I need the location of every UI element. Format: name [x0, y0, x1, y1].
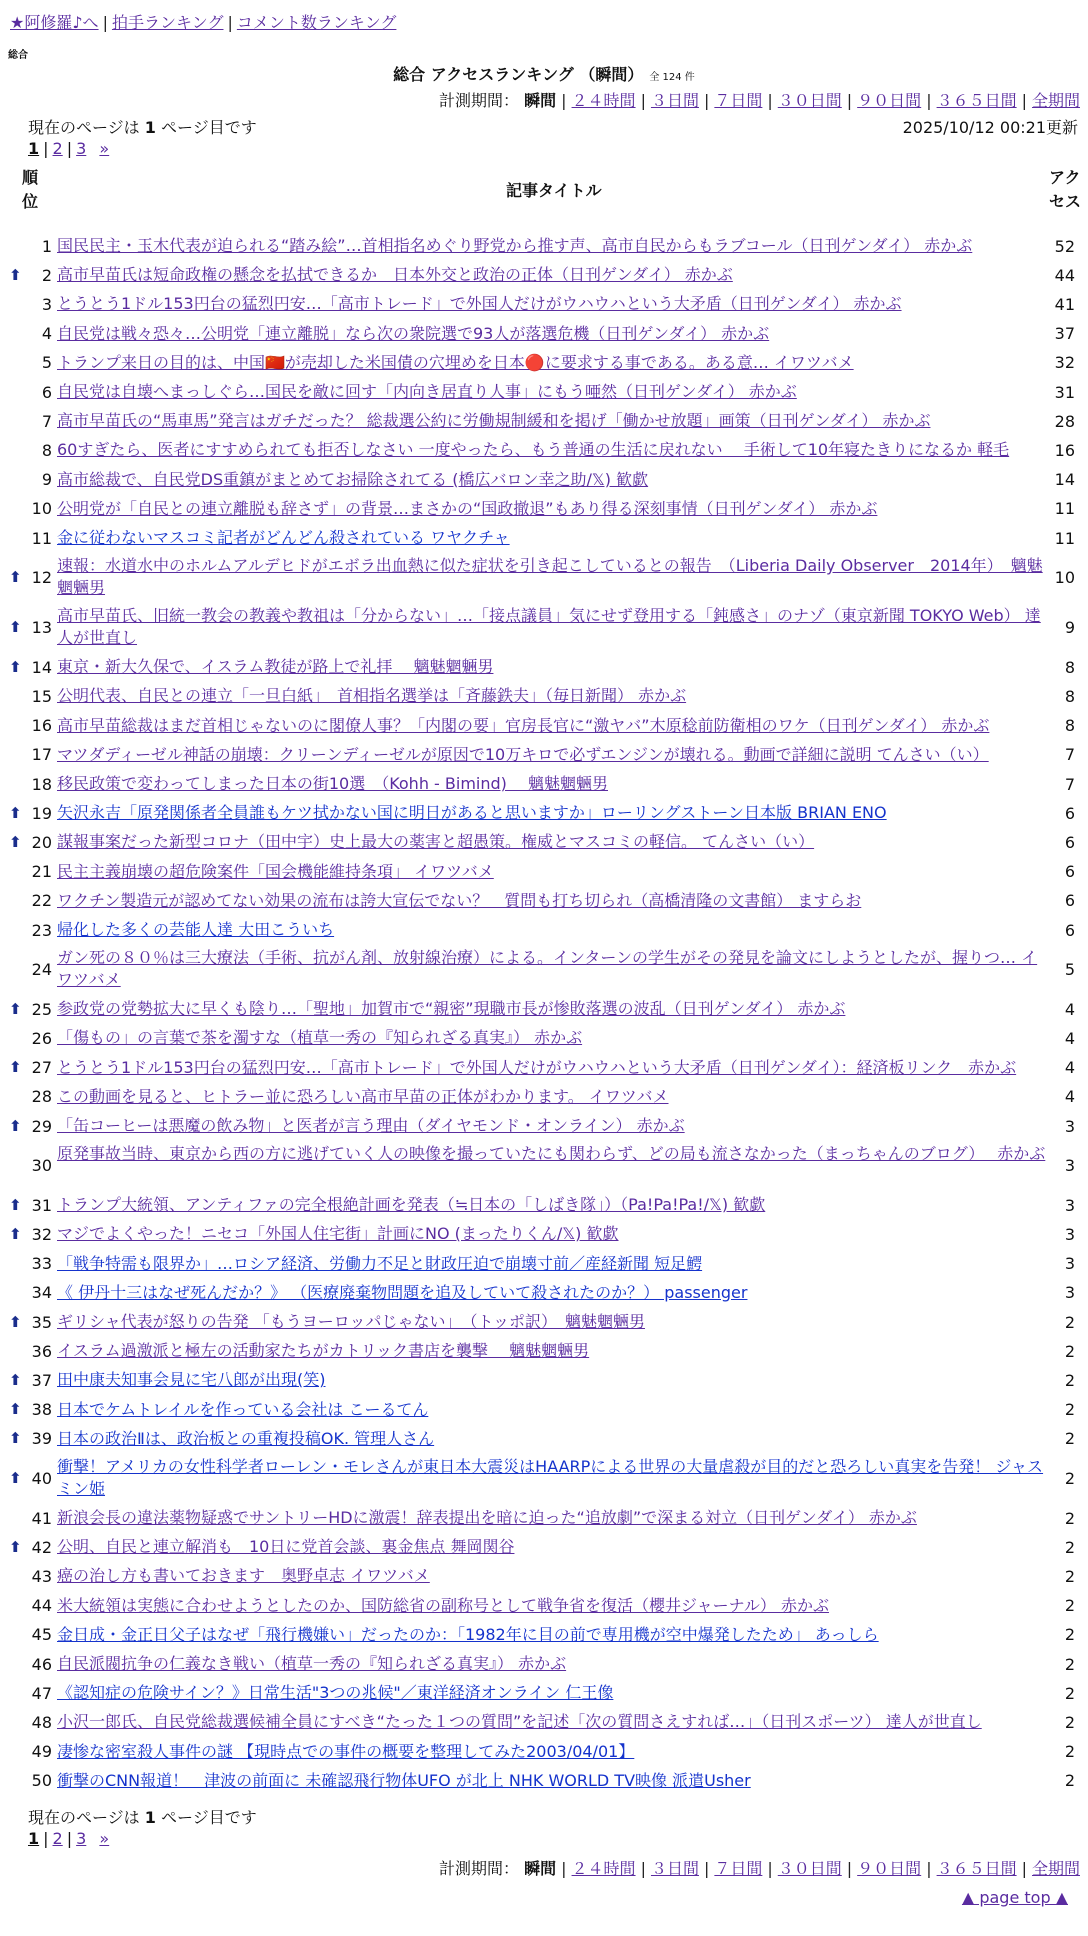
rank-number: 50: [31, 1771, 52, 1791]
ranking-row: [0, 232, 1088, 261]
header-title: 記事タイトル: [506, 181, 602, 200]
ranking-row: [0, 995, 1088, 1024]
access-count: 6: [1064, 803, 1075, 823]
ranking-row: [0, 1220, 1088, 1249]
access-count: 3: [1064, 1283, 1075, 1303]
rank-number: 23: [31, 920, 52, 940]
rank-up-arrow-icon: ⬆: [9, 1370, 22, 1389]
pager-next[interactable]: »: [99, 139, 110, 158]
article-title-link[interactable]: この動画を見ると、ヒトラー並に恐ろしい高市早苗の正体がわかります。 イワツバメ: [57, 1086, 669, 1106]
access-count: 2: [1064, 1400, 1075, 1420]
rank-up-arrow-icon: ⬆: [9, 1312, 22, 1331]
header-rank-line2: 位: [22, 192, 39, 211]
ranking-row: [0, 1112, 1088, 1141]
pager-top: 1 | 2 | 3 »: [28, 139, 110, 158]
article-title-link[interactable]: 矢沢永吉「原発関係者全員誰もケツ拭かない国に明日があると思いますか」ローリングストーン日本版 BRIAN ENO: [57, 803, 887, 823]
ranking-row: [0, 1767, 1088, 1796]
current-page-prefix: 現在のページは: [28, 1808, 140, 1827]
ranking-row: [0, 1592, 1088, 1621]
rank-number: 1: [41, 236, 52, 256]
ranking-row: [0, 495, 1088, 524]
article-title-link[interactable]: 高市総裁で、自民党DS重鎮がまとめてお掃除されてる (橋広バロン幸之助/𝕏) 歓歔: [57, 469, 649, 489]
rank-number: 15: [31, 686, 52, 706]
access-count: 3: [1064, 1195, 1075, 1215]
rank-number: 22: [31, 891, 52, 911]
ranking-row: [0, 1191, 1088, 1220]
ranking-row: [0, 1504, 1088, 1533]
access-count: 2: [1064, 1566, 1075, 1586]
access-count: 8: [1064, 716, 1075, 736]
rank-number: 35: [31, 1312, 52, 1332]
access-count: 2: [1064, 1625, 1075, 1645]
access-count: 2: [1064, 1712, 1075, 1732]
article-title-link[interactable]: トランプ来日の目的は、中国🇨🇳が売却した米国債の穴埋めを日本🔴に要求する事である。ある意… イワツバメ: [57, 352, 854, 372]
current-page-text-bottom: [28, 1805, 257, 1828]
rank-up-arrow-icon: ⬆: [9, 657, 22, 676]
header-rank: [22, 166, 38, 214]
access-count: 3: [1064, 1156, 1075, 1176]
ranking-row: [0, 1650, 1088, 1679]
rank-number: 14: [31, 657, 52, 677]
rank-number: 49: [31, 1742, 52, 1762]
rank-number: 41: [31, 1508, 52, 1528]
rank-up-arrow-icon: ⬆: [9, 1429, 22, 1448]
access-count: 8: [1064, 657, 1075, 677]
access-count: 4: [1064, 1028, 1075, 1048]
period-link-365d[interactable]: ３６５日間: [936, 1859, 1017, 1878]
rank-number: 13: [31, 618, 52, 638]
ranking-row: [0, 1679, 1088, 1708]
period-link-7d[interactable]: ７日間: [714, 91, 763, 110]
rank-number: 39: [31, 1429, 52, 1449]
article-title-link[interactable]: 公明党が「自民との連立離脱も辞さず」の背景…まさかの“国政撤退”もあり得る深刻事情（日刊ゲンダイ） 赤かぶ: [57, 498, 878, 518]
access-count: 2: [1064, 1312, 1075, 1332]
article-title-link[interactable]: 《 伊丹十三はなぜ死んだか？》 （医療廃棄物問題を追及していて殺されたのか？） passenger: [57, 1282, 748, 1302]
ranking-row: [0, 858, 1088, 887]
period-link-3d[interactable]: ３日間: [650, 1859, 699, 1878]
article-title-link[interactable]: ガン死の８０％は三大療法（手術、抗がん剤、放射線治療）による。インターンの学生がその発見を論文にしようとしたが、握りつ… イワツバメ: [57, 948, 1038, 990]
rank-number: 5: [41, 353, 52, 373]
rank-number: 46: [31, 1654, 52, 1674]
ranking-row: [0, 1454, 1088, 1504]
period-link-all[interactable]: 全期間: [1031, 91, 1080, 110]
access-count: 11: [1054, 528, 1075, 548]
period-selector-bottom: 計測期間： 瞬間 | ２４時間 | ３日間 | ７日間 | ３０日間 | ９０日間 | ３６５日間 | 全期間: [439, 1859, 1080, 1878]
period-link-24h[interactable]: ２４時間: [571, 91, 636, 110]
rank-up-arrow-icon: ⬆: [9, 265, 22, 284]
period-link-90d[interactable]: ９０日間: [857, 1859, 922, 1878]
rank-up-arrow-icon: ⬆: [9, 1469, 22, 1487]
article-title-link[interactable]: 癌の治し方も書いておきます 奥野卓志 イワツバメ: [57, 1566, 430, 1586]
rank-number: 25: [31, 999, 52, 1019]
period-link-30d[interactable]: ３０日間: [777, 91, 842, 110]
rank-number: 17: [31, 745, 52, 765]
article-title-link[interactable]: 田中康夫知事会見に宅八郎が出現(笑): [57, 1370, 326, 1390]
ranking-row: [0, 1250, 1088, 1279]
current-page-prefix: 現在のページは: [28, 118, 140, 137]
period-link-90d[interactable]: ９０日間: [857, 91, 922, 110]
period-label: 計測期間：: [439, 1859, 520, 1878]
rank-number: 19: [31, 803, 52, 823]
rank-up-arrow-icon: ⬆: [9, 1195, 22, 1214]
article-title-link[interactable]: 参政党の党勢拡大に早くも陰り…「聖地」加賀市で“親密”現職市長が惨敗落選の波乱（日刊ゲンダイ） 赤かぶ: [57, 999, 846, 1019]
access-count: 16: [1054, 440, 1075, 460]
ranking-row: [0, 261, 1088, 290]
access-count: 2: [1064, 1508, 1075, 1528]
rank-up-arrow-icon: ⬆: [9, 1058, 22, 1077]
access-count: 6: [1064, 920, 1075, 940]
current-page-suffix: ページ目です: [161, 1808, 257, 1827]
article-title-link[interactable]: 米大統領は実態に合わせようとしたのか、国防総省の副称号として戦争省を復活（櫻井ジャーナル） 赤かぶ: [57, 1595, 829, 1615]
article-title-link[interactable]: 公明代表、自民との連立「一旦白紙」 首相指名選挙は「斉藤鉄夫」（毎日新聞） 赤かぶ: [57, 686, 687, 706]
access-count: 2: [1064, 1429, 1075, 1449]
period-link-7d[interactable]: ７日間: [714, 1859, 763, 1878]
rank-number: 27: [31, 1058, 52, 1078]
article-title-link[interactable]: 新浪会長の違法薬物疑惑でサントリーHDに激震！辞表提出を暗に迫った“追放劇”で深まる対立（日刊ゲンダイ） 赤かぶ: [57, 1508, 917, 1527]
rank-number: 29: [31, 1116, 52, 1136]
ranking-row: [0, 1738, 1088, 1767]
period-current: 瞬間: [524, 1859, 557, 1878]
ranking-row: [0, 653, 1088, 682]
access-count: 2: [1064, 1683, 1075, 1703]
pager-next[interactable]: »: [99, 1829, 110, 1848]
rank-up-arrow-icon: ⬆: [9, 803, 22, 822]
access-count: 31: [1054, 382, 1075, 402]
ranking-row: [0, 1279, 1088, 1308]
rank-number: 10: [31, 499, 52, 519]
rank-number: 42: [31, 1537, 52, 1557]
ranking-row: [0, 290, 1088, 319]
period-selector-top: 計測期間： 瞬間 | ２４時間 | ３日間 | ７日間 | ３０日間 | ９０日間 | ３６５日間 | 全期間: [439, 91, 1080, 110]
access-count: 7: [1064, 774, 1075, 794]
access-count: 44: [1054, 265, 1075, 285]
home-link[interactable]: ★阿修羅♪へ: [10, 13, 99, 32]
access-count: 52: [1054, 236, 1075, 256]
rank-number: 31: [31, 1195, 52, 1215]
rank-number: 48: [31, 1712, 52, 1732]
ranking-row: [0, 1708, 1088, 1737]
ranking-row: [0, 916, 1088, 945]
access-count: 2: [1064, 1654, 1075, 1674]
article-title-link[interactable]: 《認知症の危険サイン？》日常生活"3つの兆候"／東洋経済オンライン 仁王像: [57, 1683, 614, 1703]
ranking-row: [0, 1083, 1088, 1112]
rank-up-arrow-icon: ⬆: [9, 1537, 22, 1556]
top-navigation: ★阿修羅♪へ | 拍手ランキング | コメント数ランキング: [10, 13, 397, 32]
access-count: 37: [1054, 324, 1075, 344]
access-count: 32: [1054, 353, 1075, 373]
article-title-link[interactable]: 公明、自民と連立解消も 10日に党首会談、裏金焦点 舞岡関谷: [57, 1537, 515, 1557]
rank-number: 37: [31, 1370, 52, 1390]
rank-number: 2: [41, 265, 52, 285]
article-title-link[interactable]: 自民派閥抗争の仁義なき戦い（植草一秀の『知られざる真実』） 赤かぶ: [57, 1654, 567, 1673]
article-title-link[interactable]: 「傷もの」の言葉で茶を濁すな（植草一秀の『知られざる真実』） 赤かぶ: [57, 1028, 583, 1048]
ranking-row: [0, 1366, 1088, 1395]
article-title-link[interactable]: 移民政策で変わってしまった日本の街10選 （Kohh - Bimind) 魑魅魍魎男: [57, 774, 608, 793]
ranking-row: [0, 378, 1088, 407]
rank-number: 30: [31, 1156, 52, 1176]
section-label: 総合: [8, 50, 28, 61]
article-title-link[interactable]: 衝撃のCNN報道！ 津波の前面に 未確認飛行物体UFO が北上 NHK WORLD TV映像 派遣Usher: [57, 1770, 751, 1790]
rank-up-arrow-icon: ⬆: [9, 999, 22, 1018]
rank-up-arrow-icon: ⬆: [9, 568, 22, 587]
article-title-link[interactable]: イスラム過激派と極左の活動家たちがカトリック書店を襲撃 魑魅魍魎男: [57, 1341, 590, 1361]
period-current: 瞬間: [524, 91, 557, 110]
article-title-link[interactable]: 原発事故当時、東京から西の方に逃げていく人の映像を撮っていたにも関わらず、どの局も流さなかった（まっちゃんのブログ） 赤かぶ: [57, 1144, 1046, 1164]
period-link-365d[interactable]: ３６５日間: [936, 91, 1017, 110]
ranking-title: 総合 アクセスランキング （瞬間）: [393, 65, 644, 84]
access-count: 4: [1064, 999, 1075, 1019]
ranking-row: [0, 1562, 1088, 1591]
ranking-row: [0, 466, 1088, 495]
clap-ranking-link[interactable]: 拍手ランキング: [111, 13, 224, 32]
pager-link-3[interactable]: 3: [76, 139, 87, 158]
article-title-link[interactable]: マジでよくやった！ニセコ「外国人住宅街」計画にNO (まったりくん/𝕏) 歓歔: [57, 1224, 619, 1244]
ranking-row: [0, 799, 1088, 828]
article-title-link[interactable]: 60すぎたら、医者にすすめられても拒否しなさい 一度やったら、もう普通の生活に戻れない 手術して10年寝たきりになるか 軽毛: [57, 440, 1010, 460]
ranking-row: [0, 603, 1088, 653]
ranking-row: [0, 682, 1088, 711]
header-access-line1: アク: [1049, 168, 1081, 187]
access-count: 6: [1064, 862, 1075, 882]
access-count: 2: [1064, 1596, 1075, 1616]
rank-up-arrow-icon: ⬆: [9, 832, 22, 851]
access-count: 2: [1064, 1771, 1075, 1791]
ranking-row: [0, 1337, 1088, 1366]
rank-number: 26: [31, 1028, 52, 1048]
article-title-link[interactable]: とうとう1ドル153円台の猛烈円安…「高市トレード」で外国人だけがウハウハという大矛盾（日刊ゲンダイ）：経済板リンク 赤かぶ: [57, 1057, 1017, 1077]
access-count: 11: [1054, 499, 1075, 519]
access-count: 7: [1064, 745, 1075, 765]
access-count: 2: [1064, 1469, 1075, 1488]
ranking-row: [0, 1533, 1088, 1562]
ranking-row: [0, 1141, 1088, 1191]
ranking-row: [0, 436, 1088, 465]
access-count: 14: [1054, 470, 1075, 490]
pager-link-2[interactable]: 2: [52, 1829, 63, 1848]
pager-current: 1: [28, 1829, 40, 1848]
ranking-row: [0, 320, 1088, 349]
article-title-link[interactable]: 日本でケムトレイルを作っている会社は こーるてん: [57, 1399, 429, 1419]
ranking-row: [0, 1024, 1088, 1053]
updated-timestamp: 2025/10/12 00:21更新: [902, 118, 1078, 137]
ranking-row: [0, 741, 1088, 770]
article-title-link[interactable]: 速報：水道水中のホルムアルデヒドがエボラ出血熱に似た症状を引き起こしているとの報告 （Liberia Daily Observer 2014年） 魑魅魍魎男: [57, 556, 1043, 598]
rank-number: 12: [31, 568, 52, 588]
pager-current: 1: [28, 139, 40, 158]
access-count: 6: [1064, 832, 1075, 852]
access-count: 4: [1064, 1058, 1075, 1078]
rank-number: 28: [31, 1087, 52, 1107]
article-title-link[interactable]: 金日成・金正日父子はなぜ「飛行機嫌い」だったのか：「1982年に目の前で専用機が空中爆発したため」 あっしら: [57, 1624, 879, 1644]
rank-number: 18: [31, 774, 52, 794]
ranking-row: [0, 1396, 1088, 1425]
rank-number: 21: [31, 862, 52, 882]
header-access-line2: セス: [1049, 192, 1082, 211]
access-count: 3: [1064, 1116, 1075, 1136]
article-title-link[interactable]: 凄惨な密室殺人事件の謎 【現時点での事件の概要を整理してみた2003/04/01】: [57, 1741, 635, 1761]
rank-number: 33: [31, 1254, 52, 1274]
article-title-link[interactable]: トランプ大統領、アンティファの完全根絶計画を発表（≒日本の「しばき隊」）（Pa!Pa!Pa!/𝕏) 歓歔: [57, 1195, 766, 1215]
article-title-link[interactable]: 東京・新大久保で、イスラム教徒が路上で礼拝 魑魅魍魎男: [57, 657, 494, 677]
period-link-24h[interactable]: ２４時間: [571, 1859, 636, 1878]
article-title-link[interactable]: 高市早苗氏は短命政権の懸念を払拭できるか 日本外交と政治の正体（日刊ゲンダイ） 赤かぶ: [57, 265, 733, 285]
ranking-row: [0, 945, 1088, 995]
article-title-link[interactable]: とうとう1ドル153円台の猛烈円安…「高市トレード」で外国人だけがウハウハという大矛盾（日刊ゲンダイ） 赤かぶ: [57, 294, 902, 314]
article-title-link[interactable]: 日本の政治Ⅱは、政治板との重複投稿OK. 管理人さん: [57, 1428, 435, 1448]
period-link-all[interactable]: 全期間: [1031, 1859, 1080, 1878]
period-label: 計測期間：: [439, 91, 520, 110]
ranking-row: [0, 828, 1088, 857]
article-title-link[interactable]: ワクチン製造元が認めてない効果の流布は誇大宣伝でない？ 質問も打ち切られ（高橋清隆の文書館） ますらお: [57, 890, 862, 910]
article-title-link[interactable]: 衝撃！アメリカの女性科学者ローレン・モレさんが東日本大震災はHAARPによる世界の大量虐殺が目的だと恐ろしい真実を告発！ ジャスミン姫: [57, 1457, 1044, 1498]
ranking-row: [0, 1308, 1088, 1337]
rank-number: 6: [41, 382, 52, 402]
article-title-link[interactable]: 高市早苗氏の“馬車馬”発言はガチだった？ 総裁選公約に労働規制緩和を掲げ「働かせ放題」画策（日刊ゲンダイ） 赤かぶ: [57, 411, 931, 431]
access-count: 41: [1054, 294, 1075, 314]
article-title-link[interactable]: 高市早苗氏、旧統一教会の教義や教祖は「分からない」…「接点議員」気にせず登用する「鈍感さ」のナゾ（東京新聞 TOKYO Web） 達人が世直し: [57, 606, 1041, 648]
rank-number: 32: [31, 1224, 52, 1244]
ranking-row: [0, 1054, 1088, 1083]
header-access: [1049, 166, 1081, 214]
access-count: 9: [1064, 618, 1075, 638]
ranking-row: [0, 887, 1088, 916]
page-title: [0, 62, 1088, 85]
article-title-link[interactable]: 金に従わないマスコミ記者がどんどん殺されている ワヤクチャ: [57, 528, 510, 547]
rank-number: 38: [31, 1400, 52, 1420]
article-title-link[interactable]: 小沢一郎氏、自民党総裁選候補全員にすべき“たった１つの質問”を記述「次の質問さえすれば…」（日刊スポーツ） 達人が世直し: [57, 1712, 982, 1732]
rank-up-arrow-icon: ⬆: [9, 1116, 22, 1135]
rank-number: 45: [31, 1625, 52, 1645]
access-count: 2: [1064, 1742, 1075, 1762]
rank-number: 44: [31, 1596, 52, 1616]
rank-number: 34: [31, 1283, 52, 1303]
pager-link-2[interactable]: 2: [52, 139, 63, 158]
header-rank-line1: 順: [22, 168, 39, 187]
access-count: 2: [1064, 1537, 1075, 1557]
article-title-link[interactable]: 自民党は戦々恐々…公明党「連立離脱」なら次の衆院選で93人が落選危機（日刊ゲンダイ） 赤かぶ: [57, 323, 770, 343]
pager-bottom: 1 | 2 | 3 »: [28, 1829, 110, 1848]
ranking-row: [0, 1621, 1088, 1650]
access-count: 6: [1064, 891, 1075, 911]
access-count: 5: [1064, 960, 1075, 980]
article-title-link[interactable]: 国民民主・玉木代表が迫られる“踏み絵”…首相指名めぐり野党から推す声、高市自民からもラブコール（日刊ゲンダイ） 赤かぶ: [57, 236, 973, 255]
access-count: 3: [1064, 1224, 1075, 1244]
access-count: 3: [1064, 1254, 1075, 1274]
rank-up-arrow-icon: ⬆: [9, 1224, 22, 1243]
current-page-number: 1: [144, 1808, 156, 1827]
access-count: 28: [1054, 411, 1075, 431]
rank-number: 11: [31, 528, 52, 548]
ranking-row: [0, 553, 1088, 603]
current-page-number: 1: [144, 118, 156, 137]
access-count: 10: [1054, 568, 1075, 588]
ranking-row: [0, 712, 1088, 741]
access-count: 4: [1064, 1087, 1075, 1107]
comment-ranking-link[interactable]: コメント数ランキング: [236, 13, 397, 32]
rank-number: 47: [31, 1683, 52, 1703]
article-title-link[interactable]: 民主主義崩壊の超危険案件「国会機能維持条項」 イワツバメ: [57, 861, 494, 881]
period-link-3d[interactable]: ３日間: [650, 91, 699, 110]
article-title-link[interactable]: 「戦争特需も限界か」…ロシア経済、労働力不足と財政圧迫で崩壊寸前／産経新聞 短足鰐: [57, 1253, 703, 1273]
rank-number: 7: [41, 411, 52, 431]
ranking-row: [0, 407, 1088, 436]
rank-number: 40: [31, 1469, 52, 1488]
article-title-link[interactable]: 帰化した多くの芸能人達 大田こういち: [57, 920, 335, 939]
article-title-link[interactable]: 「缶コーヒーは悪魔の飲み物」と医者が言う理由（ダイヤモンド・オンライン） 赤かぶ: [57, 1116, 685, 1135]
ranking-row: [0, 349, 1088, 378]
article-title-link[interactable]: マツダディーゼル神話の崩壊：クリーンディーゼルが原因で10万キロで必ずエンジンが壊れる。動画で詳細に説明 てんさい（い）: [57, 744, 989, 764]
rank-number: 43: [31, 1566, 52, 1586]
rank-number: 4: [41, 324, 52, 344]
article-title-link[interactable]: 高市早苗総裁はまだ首相じゃないのに閣僚人事？「内閣の要」官房長官に“激ヤバ”木原稔前防衛相のワケ（日刊ゲンダイ） 赤かぶ: [57, 715, 990, 735]
pager-link-3[interactable]: 3: [76, 1829, 87, 1848]
ranking-row: [0, 524, 1088, 553]
rank-number: 36: [31, 1341, 52, 1361]
rank-number: 3: [41, 294, 52, 314]
period-link-30d[interactable]: ３０日間: [777, 1859, 842, 1878]
access-count: 2: [1064, 1370, 1075, 1390]
total-count: 全 124 件: [649, 72, 695, 83]
article-title-link[interactable]: ギリシャ代表が怒りの告発 「もうヨーロッパじゃない」 （トッポ訳） 魑魅魍魎男: [57, 1312, 645, 1331]
article-title-link[interactable]: 自民党は自壊へまっしぐら…国民を敵に回す「内向き居直り人事」にもう唖然（日刊ゲンダイ） 赤かぶ: [57, 382, 797, 401]
rank-number: 20: [31, 832, 52, 852]
current-page-text: [28, 115, 257, 138]
access-count: 2: [1064, 1341, 1075, 1361]
access-count: 8: [1064, 686, 1075, 706]
rank-number: 16: [31, 716, 52, 736]
ranking-row: [0, 770, 1088, 799]
ranking-row: [0, 1425, 1088, 1454]
rank-number: 8: [41, 440, 52, 460]
current-page-suffix: ページ目です: [161, 118, 257, 137]
rank-number: 24: [31, 960, 52, 980]
rank-up-arrow-icon: ⬆: [9, 1400, 22, 1419]
article-title-link[interactable]: 謀報事案だった新型コロナ（田中宇）史上最大の薬害と超愚策。権威とマスコミの軽信。 てんさい（い）: [57, 832, 815, 852]
rank-number: 9: [41, 470, 52, 490]
rank-up-arrow-icon: ⬆: [9, 618, 22, 637]
page-top-link[interactable]: ▲ page top ▲: [961, 1888, 1068, 1907]
